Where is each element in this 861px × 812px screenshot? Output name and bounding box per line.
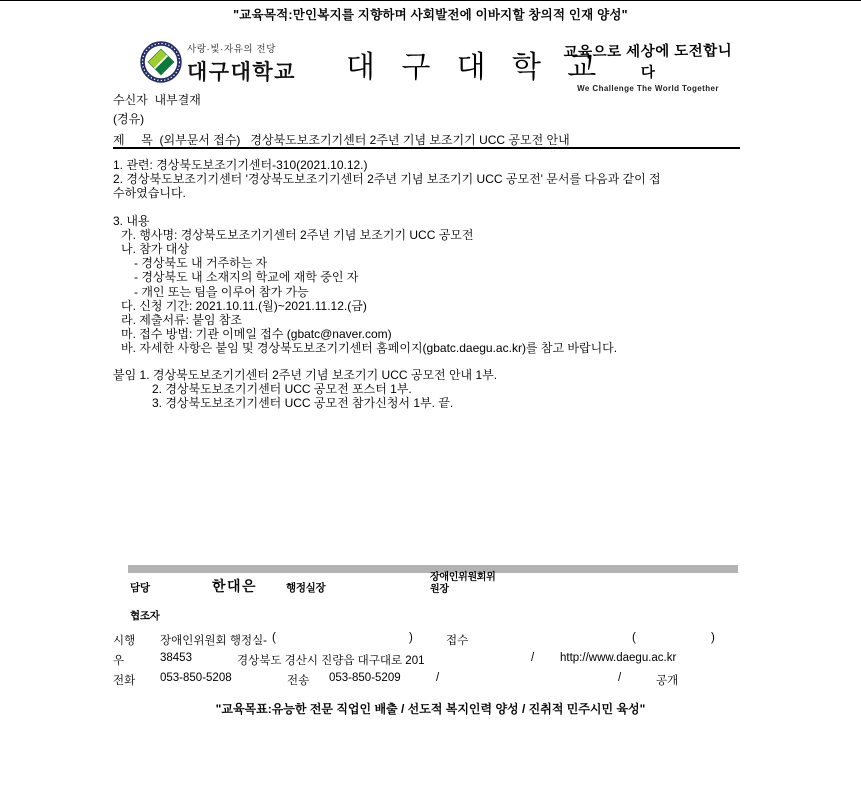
sihaeng-paren-close: ) [409, 632, 413, 644]
attachment-line-3: 3. 경상북도보조기기센터 UCC 공모전 참가신청서 1부. 끝. [152, 396, 454, 411]
body-spacer [113, 356, 661, 368]
body-line-receipt-1: 2. 경상북도보조기기센터 '경상북도보조기기센터 2주년 기념 보조기기 UCC 공모전' 문서를 다음과 같이 접 [113, 172, 661, 187]
address: 경상북도 경산시 진량읍 대구대로 201 [237, 655, 425, 667]
approver-name: 한대은 [212, 578, 258, 594]
cooperator-label: 협조자 [130, 610, 160, 622]
fax-number: 053-850-5209 [329, 672, 401, 684]
body-line-receipt-2: 수하였습니다. [113, 186, 186, 201]
university-logo [140, 41, 296, 88]
via-line: (경유) [113, 112, 145, 126]
document-sender-title: 대 구 대 학 교 [346, 51, 606, 84]
approval-role-office-head: 행정실장 [286, 582, 326, 594]
fax-label: 전송 [287, 675, 310, 687]
disclosure-label: 공개 [656, 675, 679, 687]
body-line-content-heading: 3. 내용 [113, 213, 150, 228]
jeopsu-paren-close: ) [711, 632, 715, 644]
body-line-details: 바. 자세한 사항은 붙임 및 경상북도보조기기센터 홈페이지(gbatc.daegu.ac.kr)를 참고 바랍니다. [121, 341, 618, 356]
attachment-line-2: 2. 경상북도보조기기센터 UCC 공모전 포스터 1부. [152, 381, 412, 396]
sihaeng-label: 시행 [113, 635, 136, 647]
body-line-eligibility-heading: 나. 참가 대상 [121, 242, 189, 257]
sihaeng-value: 장애인위원회 행정실- [160, 635, 268, 647]
body-line-eligibility-1: - 경상북도 내 거주하는 자 [134, 256, 268, 271]
body-spacer [113, 201, 661, 214]
education-goal-quote: "교육목표:유능한 전문 직업인 배출 / 선도적 복지인력 양성 / 진취적 민주시민 육성" [215, 702, 646, 716]
campaign-slogan-english: We Challenge The World Together [577, 84, 719, 93]
body-line-submission-method: 마. 접수 방법: 기관 이메일 접수 (gbatc@naver.com) [121, 327, 392, 342]
body-line-documents: 라. 제출서류: 붙임 참조 [121, 313, 242, 328]
education-purpose-quote: "교육목적:만인복지를 지향하며 사회발전에 이바지할 창의적 인재 양성" [233, 8, 628, 22]
jeopsu-label: 접수 [446, 635, 469, 647]
subject-line: 제 목 (외부문서 접수) 경상북도보조기기센터 2주년 기념 보조기기 UCC 공모전 안내 [113, 133, 570, 147]
postal-code: 38453 [160, 652, 192, 664]
committee-chair-line-2: 원장 [430, 584, 449, 595]
university-emblem-icon [140, 41, 182, 88]
body-line-eligibility-2: - 경상북도 내 소재지의 학교에 재학 중인 자 [134, 270, 359, 285]
committee-chair-line-1: 장애인위원회위 [430, 572, 496, 583]
sihaeng-paren-open: ( [272, 632, 276, 644]
approval-role-damdang: 담당 [130, 582, 150, 594]
campaign-slogan-korean: 교육으로 세상에 도전합니다 [563, 43, 733, 82]
body-line-related: 1. 관련: 경상북도보조기기센터-310(2021.10.12.) [113, 158, 368, 172]
campaign-slogan [558, 40, 738, 93]
body-line-event-name: 가. 행사명: 경상북도보조기기센터 2주년 기념 보조기기 UCC 공모전 [121, 227, 474, 242]
document-body [113, 158, 661, 410]
logo-university-name: 대구대학교 [187, 61, 296, 84]
footer-slash-2: / [436, 672, 440, 684]
footer-slash-3: / [618, 672, 622, 684]
tel-number: 053-850-5208 [160, 672, 232, 684]
approval-role-committee-chair [430, 572, 496, 596]
top-divider [0, 0, 861, 1]
jeopsu-paren-open: ( [632, 632, 636, 644]
body-line-eligibility-3: - 개인 또는 팀을 이루어 참가 가능 [134, 284, 309, 299]
logo-text-block [187, 41, 296, 86]
postal-label: 우 [113, 655, 125, 667]
recipient-line: 수신자 내부결재 [113, 93, 201, 107]
tel-label: 전화 [113, 675, 136, 687]
logo-slogan: 사랑·빛·자유의 전당 [187, 44, 276, 55]
body-line-application-period: 다. 신청 기간: 2021.10.11.(월)~2021.11.12.(금) [121, 298, 367, 313]
website-url: http://www.daegu.ac.kr [560, 652, 677, 664]
footer-slash-1: / [531, 652, 535, 664]
attachment-line-1: 붙임 1. 경상북도보조기기센터 2주년 기념 보조기기 UCC 공모전 안내 1부. [113, 367, 498, 382]
subject-underline [113, 147, 740, 149]
